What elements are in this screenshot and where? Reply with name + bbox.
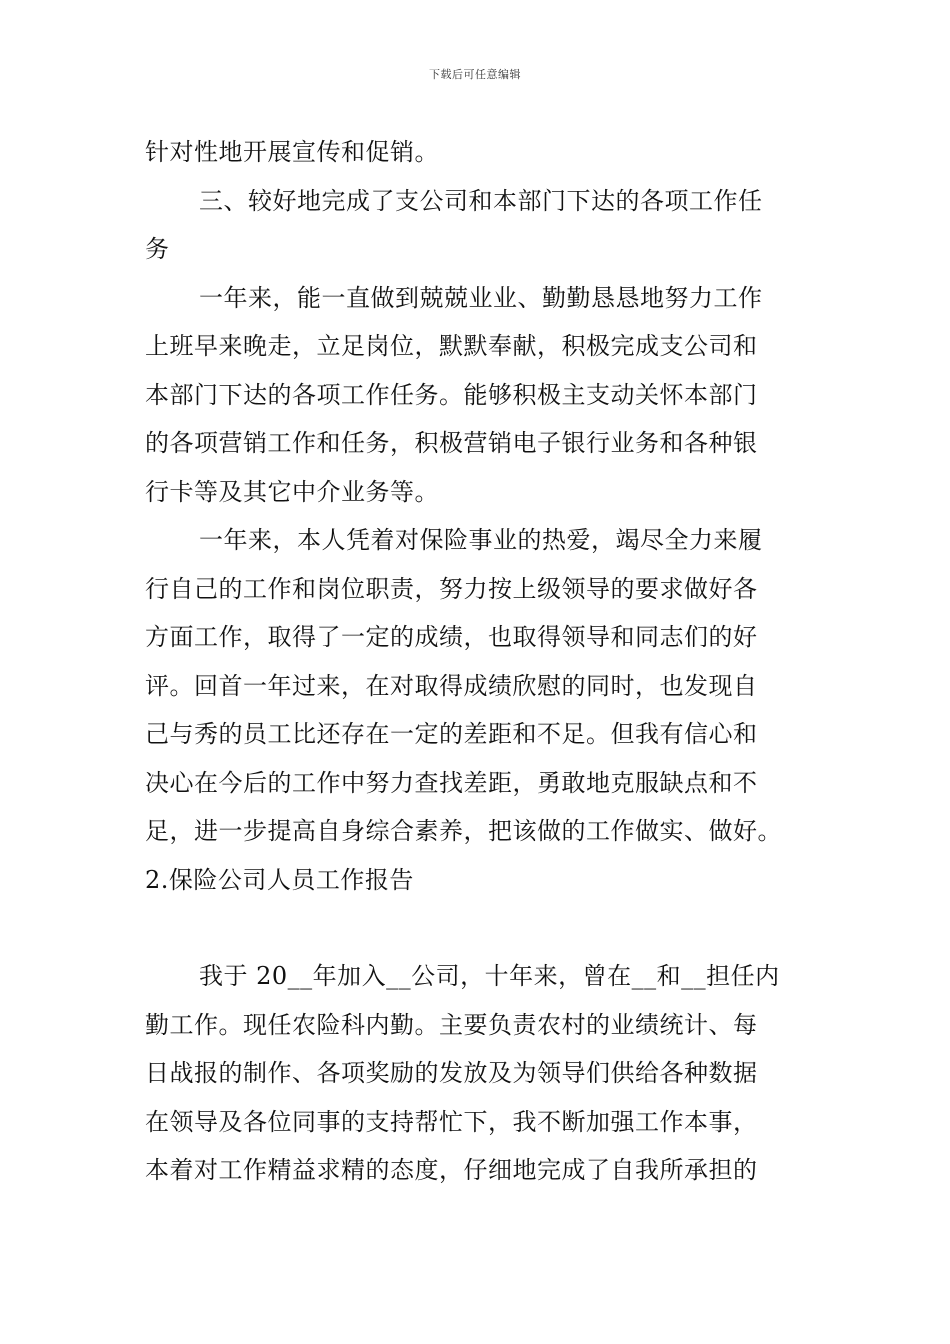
header-note: 下载后可任意编辑 [429,68,521,81]
section-heading-line: 三、较好地完成了支公司和本部门下达的各项工作任 [199,186,763,215]
blank-line [145,904,810,952]
section-title: 2.保险公司人员工作报告 [145,865,414,894]
paragraph-line: 行卡等及其它中介业务等。 [145,477,439,506]
paragraph-line: 上班早来晚走，立足岗位，默默奉献，积极完成支公司和 [145,332,758,360]
paragraph-line: 在领导及各位同事的支持帮忙下，我不断加强工作本事， [145,1107,758,1136]
paragraph-line: 一年来，本人凭着对保险事业的热爱，竭尽全力来履 [199,526,763,554]
document-body [145,128,810,1195]
paragraph-line: 方面工作，取得了一定的成绩，也取得领导和同志们的好 [145,623,758,651]
paragraph-line: 的各项营销工作和任务，积极营销电子银行业务和各种银 [145,429,758,457]
paragraph-line: 评。回首一年过来，在对取得成绩欣慰的同时，也发现自 [145,671,758,700]
paragraph-line: 决心在今后的工作中努力查找差距，勇敢地克服缺点和不 [145,768,758,797]
paragraph-line: 行自己的工作和岗位职责，努力按上级领导的要求做好各 [145,574,758,603]
paragraph-line: 足，进一步提高自身综合素养，把该做的工作做实、做好。 [145,817,782,845]
paragraph-line: 本部门下达的各项工作任务。能够积极主支动关怀本部门 [145,380,758,409]
paragraph-line: 本着对工作精益求精的态度，仔细地完成了自我所承担的 [145,1156,758,1184]
paragraph-line: 我于 20__年加入__公司，十年来，曾在__和__担任内 [199,962,780,990]
paragraph-line: 己与秀的员工比还存在一定的差距和不足。但我有信心和 [145,720,758,748]
paragraph-line: 一年来，能一直做到兢兢业业、勤勤恳恳地努力工作 [199,283,763,312]
paragraph-line: 日战报的制作、各项奖励的发放及为领导们供给各种数据 [145,1059,758,1087]
section-heading-line: 务 [145,235,170,263]
paragraph-line: 勤工作。现任农险科内勤。主要负责农村的业绩统计、每 [145,1010,758,1039]
paragraph-line: 针对性地开展宣传和促销。 [145,138,439,166]
